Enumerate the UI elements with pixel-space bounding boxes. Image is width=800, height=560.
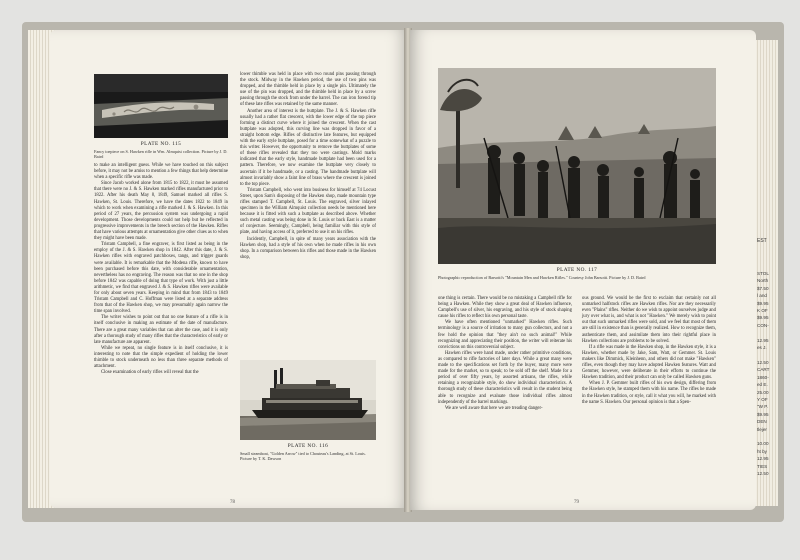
edge-line: l and bbox=[757, 293, 767, 299]
adjacent-book-edge-text bbox=[757, 270, 779, 476]
paragraph: to make an intelligent guess. While we have touched on this subject before, it may not be amiss to mention a few things that help determine when a specific rifle was made. bbox=[94, 163, 228, 181]
plate-116-photo bbox=[240, 360, 376, 440]
edge-line: ed E. bbox=[757, 382, 768, 388]
edge-line: K OF bbox=[757, 308, 768, 314]
plate-117-title: PLATE NO. 117 bbox=[556, 267, 598, 273]
paragraph: Another area of interest is the buttplate. The J. & S. Hawken rifle usually had a rather flat crescent, with the lower edge of the top piece forming a distinct curve where it joined the crescent. When the cast buttplate was adopted, this curving line was dropped in favor of a straight bottom edge. Rifles of distinctive late features, but equipped with the early style buttplate, posed for a time somewhat of a puzzle to this writer. However, the opportunity to remove the buttplates of some of these rifles revealed that they too were castings. Mold marks indicated that the early style, handmade buttplate had been used for a pattern. Therefore, we now examine the buttplate very closely to ascertain if it be handmade, or a casting. The handmade buttplate will almost invariably show a faint line of brass where the crescent is joined to the top piece. bbox=[240, 108, 376, 187]
edge-line: tlejer bbox=[757, 426, 767, 432]
edge-line: $9.95 bbox=[757, 315, 769, 321]
edge-line: CART bbox=[757, 367, 770, 373]
left-page-column-1 bbox=[94, 163, 228, 493]
edge-line: 25.00 bbox=[757, 389, 769, 395]
paragraph: While we repeat, no single feature is in itself conclusive, it is interesting to note that the simple expedient of holding the lower thimble to stock underneath no less than three separate methods of attachment. bbox=[94, 345, 228, 370]
edge-line: 1860- bbox=[757, 374, 769, 380]
paragraph: We have often mentioned "unmarked" Hawken rifles. Such terminology is a source of irritation to many gun collectors, and not a few hold the opinion that "they ain't no such animal!" While recognizing and appreciating their position, the writer will reiterate his convictions on this controversial subject. bbox=[438, 320, 572, 350]
edge-line: $9.95 bbox=[757, 411, 769, 417]
paragraph: When J. P. Gemmer built rifles of his own design, differing from the Hawken style, he stamped them with his name. The rifles he made in the Hawken tradition, or style, call it what you will, he marked with the name S. Hawken. Our personal opinion is that a Spen- bbox=[582, 381, 716, 405]
plate-117-photo bbox=[438, 68, 716, 264]
edge-line: $7.50 bbox=[757, 285, 769, 291]
right-page-column-2 bbox=[582, 296, 716, 496]
paragraph: ous ground. We would be the first to exclaim that certainly not all unmarked halfstock rifles are Hawken rifles. Nor are they necessarily even "Plains" rifles. Neither do we wish to appoint ourselves judge and jury over what is, and what is not "Hawken." We merely wish to point out that such unmarked rifles were sold, and we feel that most of them are still in existence than is generally realized. How to recognize them, authenticate them, and assimilate them into their rightful place in Hawken collections are problems to be solved. bbox=[582, 296, 716, 344]
edge-line: $9.95 bbox=[757, 300, 769, 306]
left-page-column-2 bbox=[240, 72, 376, 354]
edge-line: 12.95 bbox=[757, 456, 769, 462]
edge-line: STOL bbox=[757, 271, 769, 276]
page-number-left: 78 bbox=[230, 500, 235, 505]
edge-line: es J. bbox=[757, 345, 767, 351]
edge-line: CON- bbox=[757, 322, 769, 328]
paragraph: Hawken rifles were hand made, under rather primitive conditions, as compared to rifle factories of later days. While a great many were made to the specifications set forth by the buyer, many more were made for the market, so to speak; to be sold off the shelf. Made for a period of over fifty years, by assorted artisans, the rifles, while retaining a recognizable style, do show individual characteristics. A thorough study of these characteristics will result in the student being able to recognize and evaluate those individual rifles almost independently of the barrel markings. bbox=[438, 350, 572, 405]
edge-line bbox=[757, 329, 779, 336]
adjacent-book-heading: EST bbox=[757, 238, 767, 244]
edge-line: "W P. bbox=[757, 404, 768, 410]
paragraph: Since Jacob worked alone from 1815 to 1822, it must be assumed that there were no J. & S. Hawken marked rifles manufactured prior to 1822. After his death May 8, 1849, Samuel marked all rifles S. Hawken, St. Louis. Therefore, we have the dates 1822 to 1849 in which to work when examining a rifle marked J. & S. Hawken. In this period of 27 years, the percussion system was undergoing a rapid development. Those developments could not help but be reflected in progressive improvements in the breech section of the Hawken. Rifles that have various attempts at ornamentation give other clues as to when they might have been made. bbox=[94, 181, 228, 242]
edge-line: 12.50 bbox=[757, 470, 769, 476]
plate-115-photo bbox=[94, 74, 228, 138]
edge-line bbox=[757, 351, 779, 358]
edge-line: TIES bbox=[757, 463, 768, 469]
plate-115-title: PLATE NO. 115 bbox=[140, 141, 182, 147]
plate-115-caption: Fancy toepiece on S. Hawken rifle in Wm. Almquist collection. Picture by J. D. Baird bbox=[94, 149, 228, 160]
edge-line: ht by bbox=[757, 448, 767, 454]
edge-line: North bbox=[757, 278, 769, 284]
paragraph: Tristam Campbell, who went into business for himself at 74 Locust Street, upon Sam's disposing of the Hawken shop, made mountain type rifles stamped T. Campbell, St. Louis. The engraved, silver inlayed specimen in the William Almquist collection needs be mentioned here because it is fitted with such a buttplate as described above. Whether such metal casting was being done in St. Louis or back East is a matter of conjecture. Seemingly, Campbell, being familiar with this style of plate, and having access of it, preferred to use it on his rifles. bbox=[240, 187, 376, 236]
left-page bbox=[50, 30, 408, 508]
paragraph: The writer wishes to point out that no one feature of a rifle is in itself conclusive in making an estimate of the date of manufacture. There are a great many variables that can alter the case, and it is only after a thorough study of many rifles that the characteristics of early or late manufacture are apparent. bbox=[94, 315, 228, 345]
edge-line: 12.95 bbox=[757, 337, 769, 343]
paragraph: Close examination of early rifles will reveal that the bbox=[101, 370, 199, 376]
paragraph: If a rifle was made in the Hawken shop, in the Hawken style, it is a Hawken, whether made by Jake, Sam, Watt, or Gemmer. St. Louis makers like Dimmick, Kleinhenn, and others did not make "Hawken" rifles, even though they may have adopted Hawken features. Watt and Gemmer, however, were deliberate in their efforts to continue the Hawken tradition, and their product can only be called Hawken guns. bbox=[582, 344, 716, 381]
paragraph: Incidently, Campbell, in spite of many years association with the Hawken shop, had a style of his own when he made rifles in his own shop. In a comparison between his rifles and those made in the Hawken shop, bbox=[240, 236, 376, 260]
edge-line: Y OF bbox=[757, 396, 768, 402]
paragraph: Tristam Campbell, a fine engraver, is first listed as being in the employ of the J. & S. Hawken shop in 1842. After this date, J. & S. Hawken rifles with engraved patchboxes, tangs, and trigger guards were available. It is remarkable that the Modena rifle, known to have been purchased before this date, with considerable ornamentation, nevertheless has no engraving. The reason was that no one in the shop before 1842 was capable of doing that type of work. With just a little arithmetic, we find that engraved J. & S. Hawken rifles were available for only about seven years. Keeping in mind that from 1843 to 1849 Tristam Campbell and C. Hoffman were listed at a separate address from that of the Hawken shop, we may presumably again narrow the time span involved. bbox=[94, 242, 228, 315]
paragraph: We are well aware that here we are treading danger- bbox=[445, 405, 543, 411]
plate-117-caption: Photographic reproduction of Barsotti's "Mountain Men and Hawken Rifles." Courtesy John Barsotti. Picture by J. D. Baird bbox=[438, 275, 646, 280]
right-page bbox=[410, 30, 756, 510]
right-page-column-1 bbox=[438, 296, 572, 496]
edge-line: 10.00 bbox=[757, 441, 769, 447]
paragraph: lower thimble was held in place with two round pins passing through the stock. Midway in the Hawken period, the use of two pins was dropped, and the thimble held in place by a single pin. Ultimately the use of the pin was dropped, and the thimble held in place by a screw passing through the stock from under the barrel. The can iron forend tip of these late rifles was retained by the same manner. bbox=[240, 72, 376, 108]
edge-line: 12.50 bbox=[757, 359, 769, 365]
edge-line: DEN bbox=[757, 419, 767, 425]
paragraph: one thing is certain. There would be no mistaking a Campbell rifle for being a Hawken. While they show a great deal of Hawken influence, Campbell's use of silver, his engraving, and his style of stock shaping cause his rifles to reflect his own personal taste. bbox=[438, 296, 572, 320]
plate-116-title: PLATE NO. 116 bbox=[287, 443, 329, 449]
plate-116-caption: Small steamboat, "Golden Arrow" tied to Chouteau's Landing, at St. Louis. Picture by T. K. Dawson bbox=[240, 451, 366, 462]
page-number-right: 79 bbox=[574, 500, 579, 505]
edge-line bbox=[757, 433, 779, 440]
